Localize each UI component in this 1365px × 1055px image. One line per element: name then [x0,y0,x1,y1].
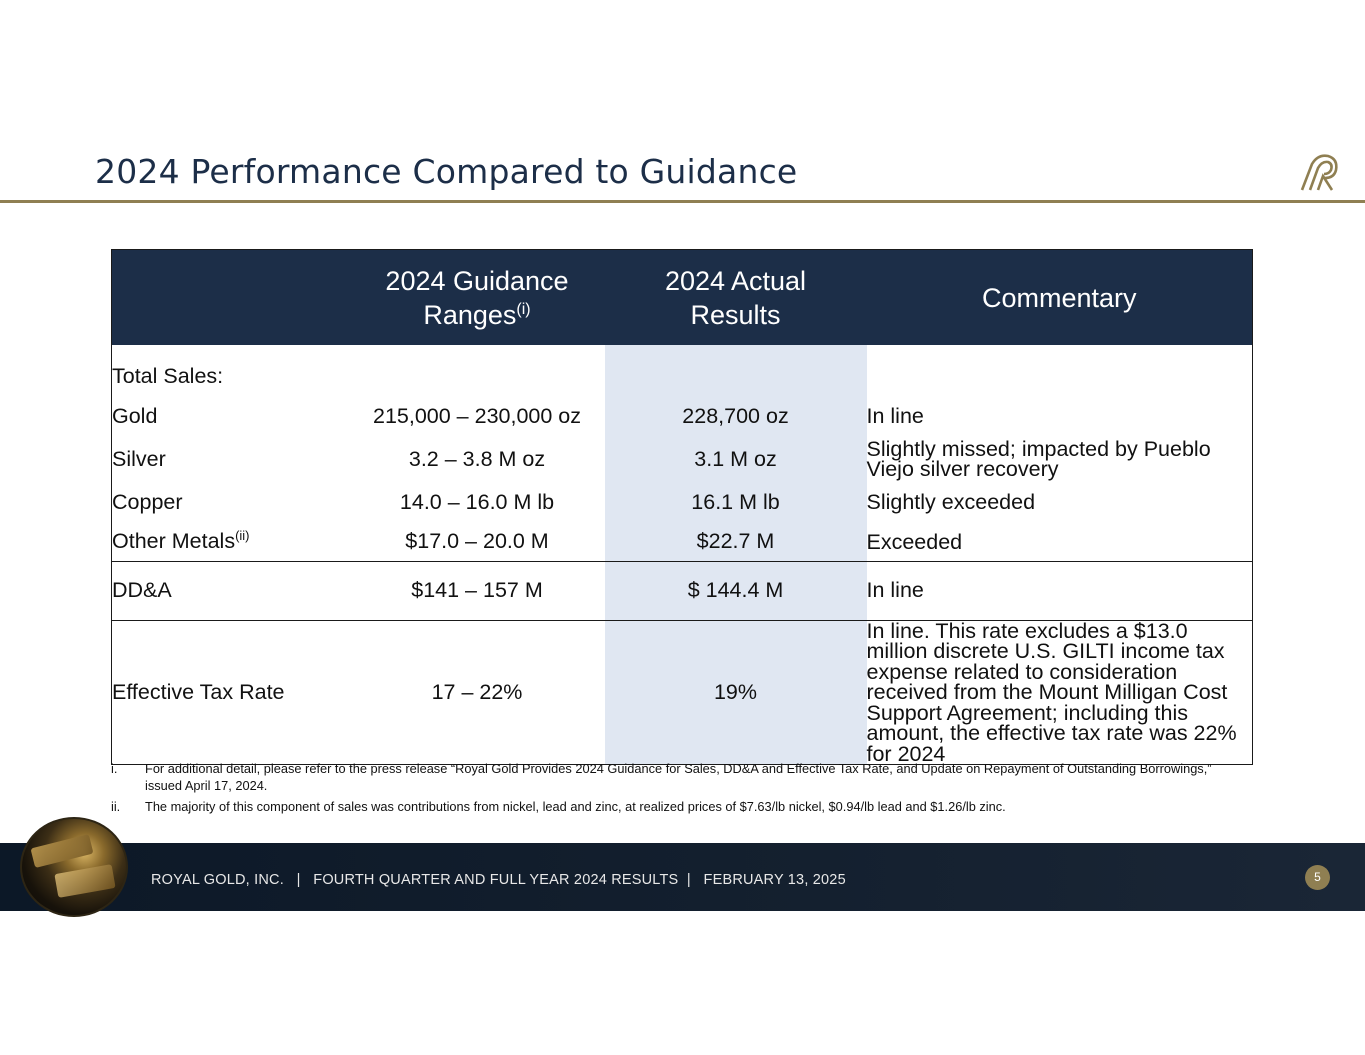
footnote [111,798,1241,815]
footnote-number: i. [111,761,118,776]
metal-label: Gold [112,403,158,428]
metal-label: Silver [112,446,166,471]
guidance-range: $17.0 – 20.0 M [405,529,549,554]
actual-result: 3.1 M oz [605,437,867,481]
footnotes [111,760,1241,819]
footnote [111,760,1241,794]
guidance-range: $141 – 157 M [350,561,605,620]
commentary-text: In line [866,403,924,428]
performance-table [111,249,1253,765]
gold-bars-photo [20,817,128,917]
commentary-text: Slightly missed; impacted by Pueblo Viejo silver recovery [866,436,1211,481]
actual-result: 19% [605,620,867,765]
actual-result: $ 144.4 M [605,561,867,620]
table-row [112,437,1253,481]
header-actual: 2024 Actual Results [605,250,867,346]
slide-title: 2024 Performance Compared to Guidance [95,152,798,191]
footer-text: ROYAL GOLD, INC. | FOURTH QUARTER AND FULL YEAR 2024 RESULTS | FEBRUARY 13, 2025 [151,872,846,888]
tax-label: Effective Tax Rate [112,620,350,765]
dda-label: DD&A [112,561,350,620]
footnote-text: For additional detail, please refer to the press release “Royal Gold Provides 2024 Guidance for Sales, DD&A and Effective Tax Rate, and Update on Repayment of Outstanding Borrowings,” issued April 17, 2024. [145,761,1212,793]
footnote-number: ii. [111,799,121,814]
total-sales-label: Total Sales: [112,364,224,388]
commentary-text: Slightly exceeded [866,489,1036,514]
actual-result: 16.1 M lb [605,481,867,523]
actual-result: $22.7 M [605,523,867,561]
table-header-row [112,250,1253,346]
table-row [112,395,1253,437]
table-row-dda [112,561,1253,620]
page-number-badge: 5 [1305,865,1330,890]
guidance-range: 14.0 – 16.0 M lb [399,489,555,514]
footnote-text: The majority of this component of sales was contributions from nickel, lead and zinc, at realized prices of $7.63/lb nickel, $0.94/lb lead and $1.26/lb zinc. [145,799,1006,814]
header-blank [112,250,350,346]
title-divider [0,200,1365,203]
guidance-range: 17 – 22% [350,620,605,765]
table-row [112,523,1253,561]
table-row-total-sales [112,345,1253,395]
royal-gold-logo-icon [1298,152,1342,192]
table-row [112,481,1253,523]
footer-bar [0,843,1365,911]
commentary-text: Exceeded [866,529,963,554]
guidance-range: 215,000 – 230,000 oz [372,403,582,428]
guidance-range: 3.2 – 3.8 M oz [408,446,546,471]
table-row-tax [112,620,1253,765]
actual-result: 228,700 oz [605,395,867,437]
commentary-text: In line [867,561,1253,620]
metal-label: Copper [112,489,183,514]
commentary-text: In line. This rate excludes a $13.0 million discrete U.S. GILTI income tax expense related to consideration received from the Mount Milligan Cost Support Agreement; including this amount, the effective tax rate was 22% for 2024 [867,620,1253,765]
header-commentary: Commentary [867,250,1253,346]
metal-label: Other Metals$^{(ii)}$ [112,528,250,554]
header-guidance: 2024 Guidance Ranges$^{(i)}$ [350,250,605,346]
